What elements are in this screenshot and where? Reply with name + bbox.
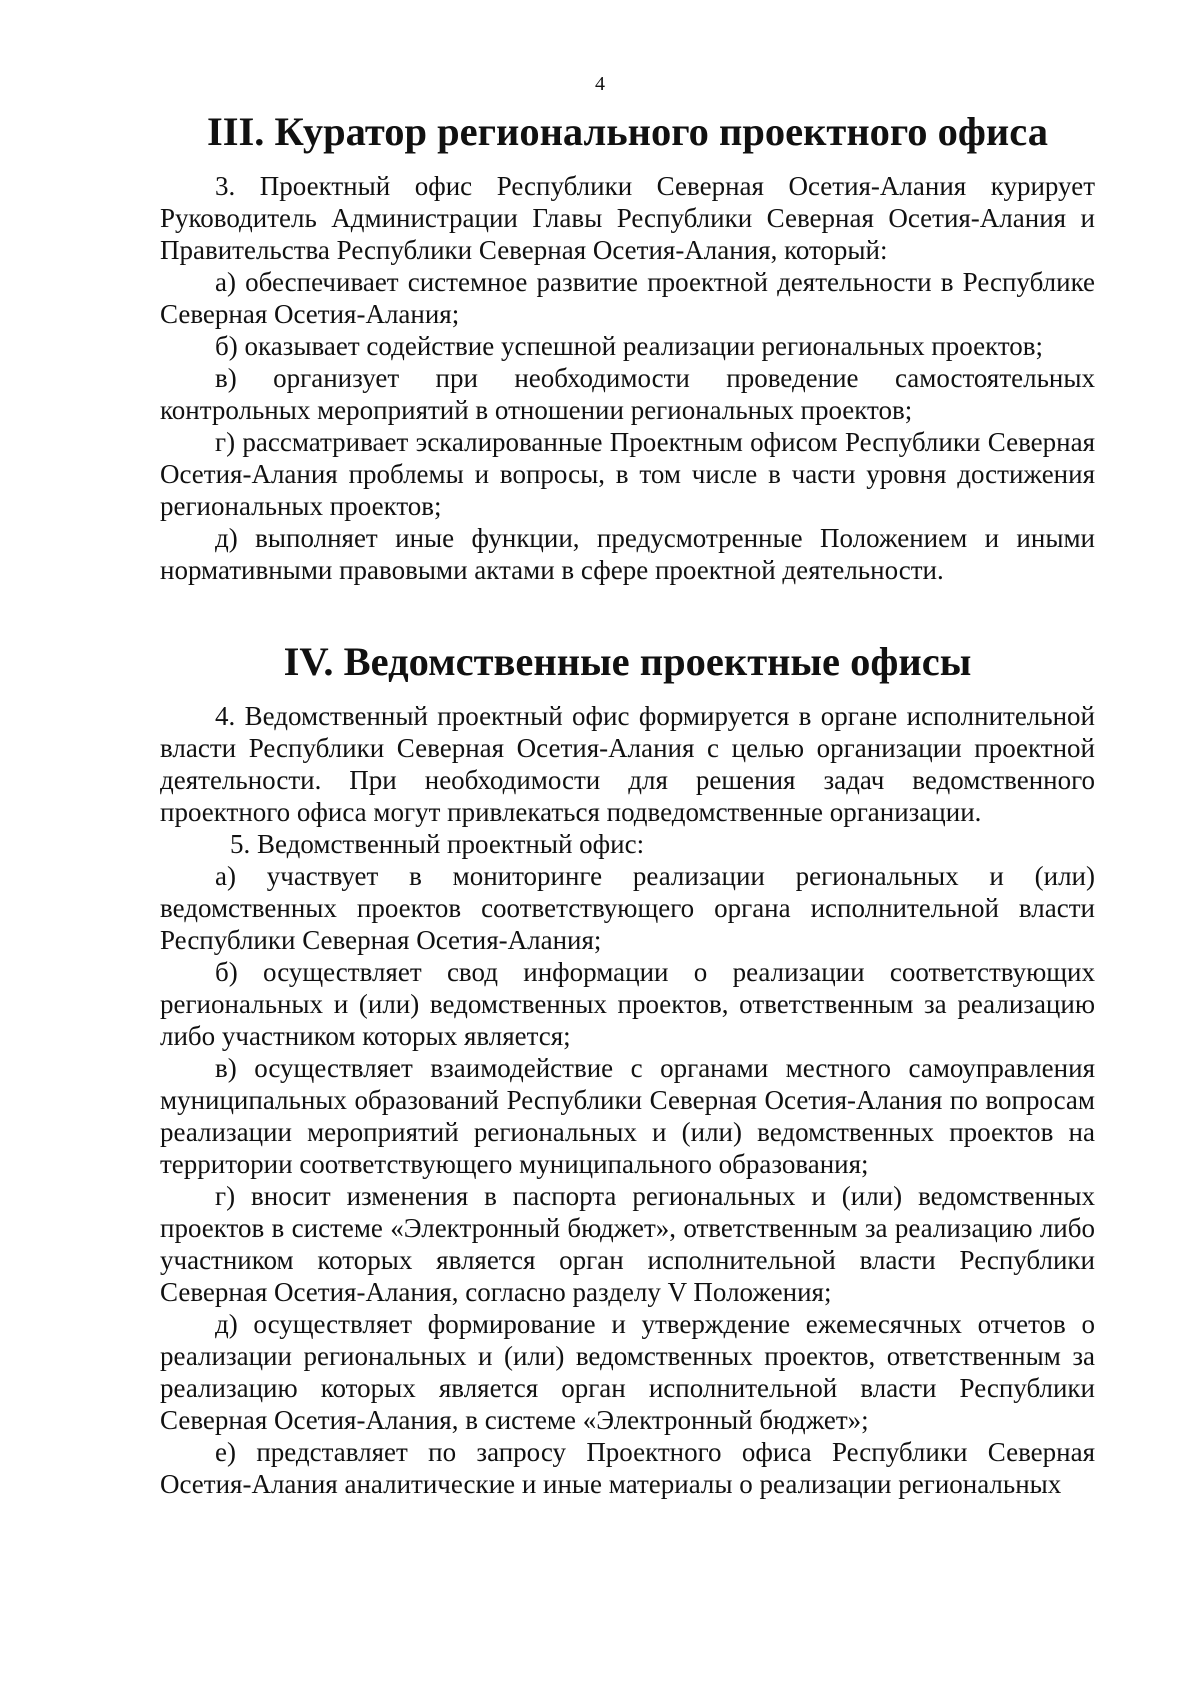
paragraph: б) оказывает содействие успешной реализации региональных проектов; — [215, 331, 1044, 361]
paragraph: 4. Ведомственный проектный офис формируется в органе исполнительной власти Республики Северная Осетия-Алания с целью организации проектной деятельности. При необходимости для решения задач ведомственного проектного офиса могут привлекаться подведомственные организации. — [160, 701, 1095, 827]
paragraph: 3. Проектный офис Республики Северная Осетия-Алания курирует Руководитель Администрации Главы Республики Северная Осетия-Алания и Правительства Республики Северная Осетия-Алания, который: — [160, 171, 1095, 265]
paragraph: а) участвует в мониторинге реализации региональных и (или) ведомственных проектов соответствующего органа исполнительной власти Республики Северная Осетия-Алания; — [160, 861, 1095, 955]
section-heading-curator: III. Куратор регионального проектного офиса — [206, 109, 1048, 154]
section-curator-body — [160, 170, 1095, 586]
paragraph: б) осуществляет свод информации о реализации соответствующих региональных и (или) ведомственных проектов, ответственным за реализацию либо участником которых является; — [160, 957, 1095, 1051]
section-heading-departmental-offices: IV. Ведомственные проектные офисы — [283, 639, 972, 684]
paragraph: г) вносит изменения в паспорта региональных и (или) ведомственных проектов в системе «Электронный бюджет», ответственным за реализацию либо участником которых является орган исполнительной власти Республики Северная Осетия-Алания, согласно разделу V Положения; — [160, 1181, 1095, 1307]
paragraph: д) осуществляет формирование и утверждение ежемесячных отчетов о реализации региональных и (или) ведомственных проектов, ответственным за реализацию которых является орган исполнительной власти Республики Северная Осетия-Алания, в системе «Электронный бюджет»; — [160, 1309, 1095, 1435]
section-departmental-body — [160, 700, 1095, 1500]
paragraph: а) обеспечивает системное развитие проектной деятельности в Республике Северная Осетия-Алания; — [160, 267, 1095, 329]
page-number: 4 — [595, 73, 605, 95]
paragraph: г) рассматривает эскалированные Проектным офисом Республики Северная Осетия-Алания проблемы и вопросы, в том числе в части уровня достижения региональных проектов; — [160, 427, 1095, 521]
paragraph: е) представляет по запросу Проектного офиса Республики Северная Осетия-Алания аналитические и иные материалы о реализации региональных — [160, 1437, 1095, 1499]
paragraph: в) организует при необходимости проведение самостоятельных контрольных мероприятий в отношении региональных проектов; — [160, 363, 1095, 425]
paragraph: 5. Ведомственный проектный офис: — [230, 829, 645, 859]
paragraph: в) осуществляет взаимодействие с органами местного самоуправления муниципальных образований Республики Северная Осетия-Алания по вопросам реализации мероприятий региональных и (или) ведомственных проектов на территории соответствующего муниципального образования; — [160, 1053, 1095, 1179]
paragraph: д) выполняет иные функции, предусмотренные Положением и иными нормативными правовыми актами в сфере проектной деятельности. — [160, 523, 1095, 585]
